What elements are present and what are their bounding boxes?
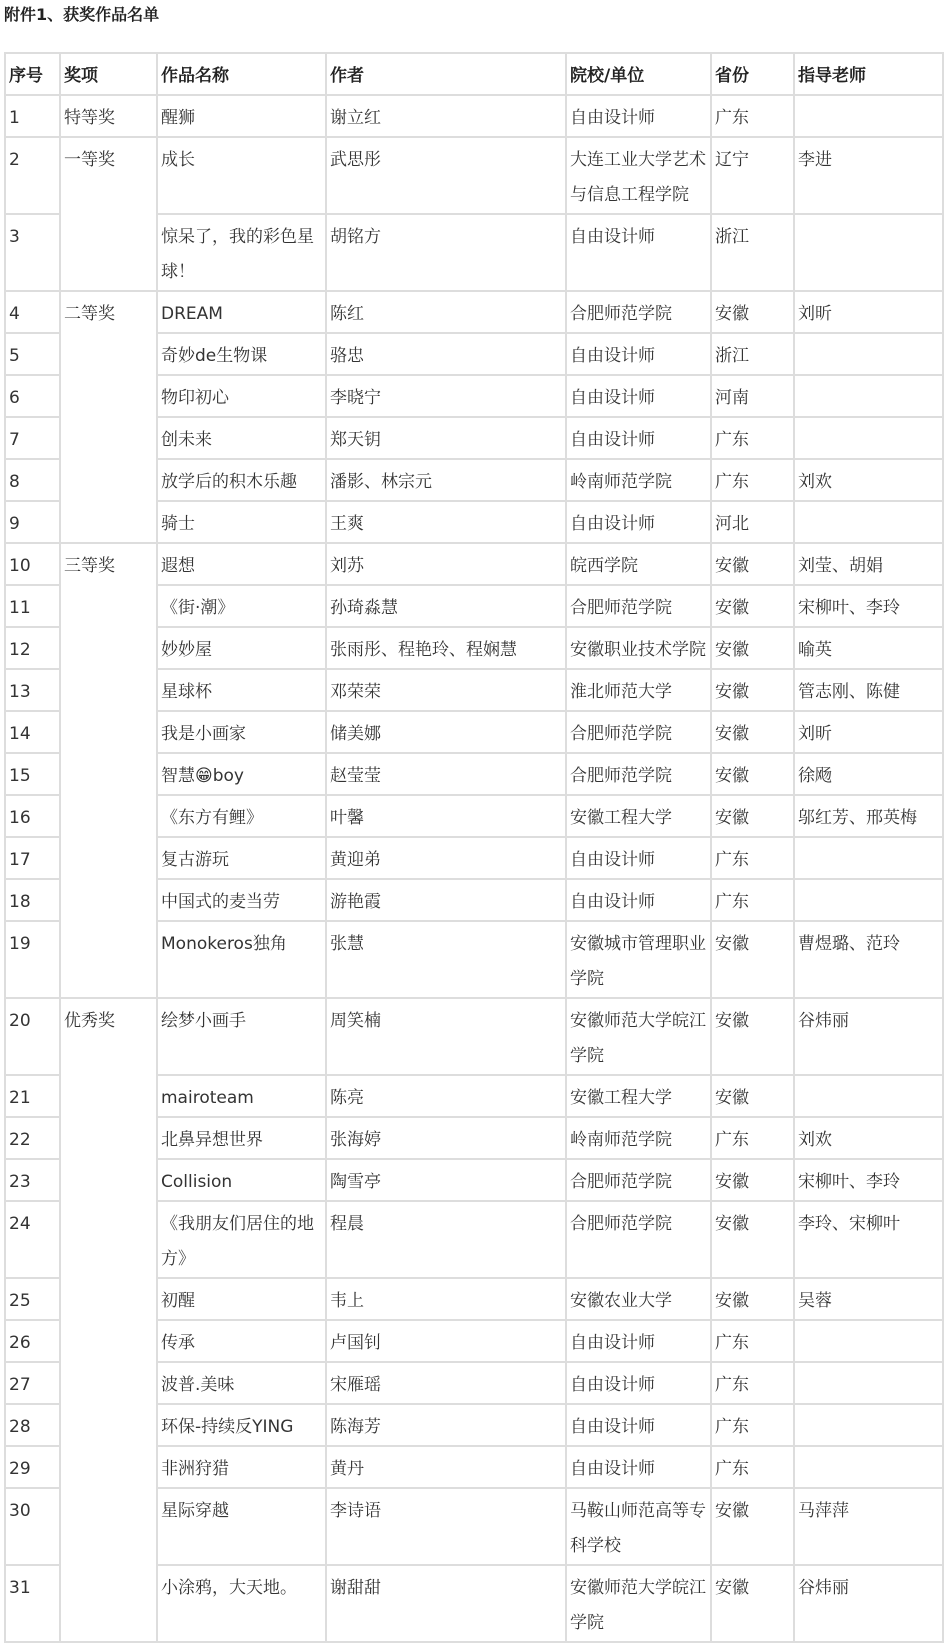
page-title: 附件1、获奖作品名单	[4, 5, 160, 24]
row-province: 安徽	[711, 585, 794, 627]
row-province: 安徽	[711, 753, 794, 795]
row-advisor: 邬红芳、邢英梅	[794, 795, 943, 837]
row-school: 合肥师范学院	[566, 1201, 711, 1278]
row-work: 初醒	[157, 1278, 326, 1320]
row-province: 安徽	[711, 795, 794, 837]
row-province: 安徽	[711, 627, 794, 669]
row-work: DREAM	[157, 291, 326, 333]
row-no: 22	[5, 1117, 60, 1159]
row-no: 14	[5, 711, 60, 753]
row-advisor	[794, 501, 943, 543]
row-work: 北鼻异想世界	[157, 1117, 326, 1159]
row-no: 15	[5, 753, 60, 795]
row-advisor: 刘欢	[794, 1117, 943, 1159]
row-author: 郑天钥	[326, 417, 566, 459]
table-body	[5, 95, 943, 1642]
row-no: 10	[5, 543, 60, 585]
row-author: 韦上	[326, 1278, 566, 1320]
row-no: 17	[5, 837, 60, 879]
row-school: 岭南师范学院	[566, 1117, 711, 1159]
row-advisor	[794, 1320, 943, 1362]
row-advisor: 喻英	[794, 627, 943, 669]
row-work: Monokeros独角	[157, 921, 326, 998]
row-work: 创未来	[157, 417, 326, 459]
row-advisor: 吴蓉	[794, 1278, 943, 1320]
row-work: 绘梦小画手	[157, 998, 326, 1075]
row-no: 30	[5, 1488, 60, 1565]
row-work: 成长	[157, 137, 326, 214]
row-school: 自由设计师	[566, 879, 711, 921]
row-no: 13	[5, 669, 60, 711]
row-school: 自由设计师	[566, 501, 711, 543]
row-province: 安徽	[711, 1278, 794, 1320]
row-no: 3	[5, 214, 60, 291]
row-no: 12	[5, 627, 60, 669]
row-work: 放学后的积木乐趣	[157, 459, 326, 501]
row-advisor: 刘莹、胡娟	[794, 543, 943, 585]
row-advisor	[794, 1075, 943, 1117]
row-author: 张雨彤、程艳玲、程娴慧	[326, 627, 566, 669]
row-school: 皖西学院	[566, 543, 711, 585]
row-province: 广东	[711, 459, 794, 501]
row-school: 安徽职业技术学院	[566, 627, 711, 669]
row-award: 优秀奖	[60, 998, 157, 1642]
row-author: 潘影、林宗元	[326, 459, 566, 501]
row-no: 7	[5, 417, 60, 459]
row-advisor	[794, 1362, 943, 1404]
col-header-advisor: 指导老师	[794, 53, 943, 95]
row-author: 叶馨	[326, 795, 566, 837]
row-province: 浙江	[711, 333, 794, 375]
row-advisor: 刘昕	[794, 711, 943, 753]
row-province: 广东	[711, 95, 794, 137]
row-award: 特等奖	[60, 95, 157, 137]
row-author: 宋雁瑶	[326, 1362, 566, 1404]
awards-table	[4, 52, 944, 1643]
row-author: 谢甜甜	[326, 1565, 566, 1642]
row-province: 广东	[711, 1362, 794, 1404]
row-no: 25	[5, 1278, 60, 1320]
col-header-no: 序号	[5, 53, 60, 95]
row-no: 18	[5, 879, 60, 921]
row-author: 卢国钊	[326, 1320, 566, 1362]
row-author: 胡铭方	[326, 214, 566, 291]
row-award: 三等奖	[60, 543, 157, 998]
row-no: 1	[5, 95, 60, 137]
row-school: 马鞍山师范高等专科学校	[566, 1488, 711, 1565]
row-no: 31	[5, 1565, 60, 1642]
row-no: 29	[5, 1446, 60, 1488]
col-header-work: 作品名称	[157, 53, 326, 95]
row-advisor	[794, 214, 943, 291]
row-no: 8	[5, 459, 60, 501]
row-work: 复古游玩	[157, 837, 326, 879]
row-author: 李晓宁	[326, 375, 566, 417]
row-school: 合肥师范学院	[566, 291, 711, 333]
row-advisor	[794, 95, 943, 137]
row-advisor: 刘昕	[794, 291, 943, 333]
row-school: 自由设计师	[566, 417, 711, 459]
row-work: 星球杯	[157, 669, 326, 711]
row-school: 自由设计师	[566, 95, 711, 137]
row-province: 安徽	[711, 669, 794, 711]
row-no: 9	[5, 501, 60, 543]
row-advisor: 管志刚、陈健	[794, 669, 943, 711]
row-advisor: 谷炜丽	[794, 1565, 943, 1642]
row-school: 安徽农业大学	[566, 1278, 711, 1320]
row-work: 非洲狩猎	[157, 1446, 326, 1488]
row-school: 自由设计师	[566, 1362, 711, 1404]
row-no: 24	[5, 1201, 60, 1278]
row-work: Collision	[157, 1159, 326, 1201]
row-advisor	[794, 375, 943, 417]
row-province: 安徽	[711, 1565, 794, 1642]
row-work: 智慧😁boy	[157, 753, 326, 795]
row-no: 5	[5, 333, 60, 375]
row-advisor: 宋柳叶、李玲	[794, 585, 943, 627]
row-work: 妙妙屋	[157, 627, 326, 669]
row-province: 安徽	[711, 711, 794, 753]
row-author: 陈红	[326, 291, 566, 333]
row-province: 安徽	[711, 291, 794, 333]
row-province: 安徽	[711, 543, 794, 585]
row-school: 安徽师范大学皖江学院	[566, 1565, 711, 1642]
row-no: 23	[5, 1159, 60, 1201]
row-school: 淮北师范大学	[566, 669, 711, 711]
row-author: 李诗语	[326, 1488, 566, 1565]
row-no: 6	[5, 375, 60, 417]
row-work: mairoteam	[157, 1075, 326, 1117]
row-province: 辽宁	[711, 137, 794, 214]
row-advisor	[794, 417, 943, 459]
table-row	[5, 543, 943, 585]
row-school: 大连工业大学艺术与信息工程学院	[566, 137, 711, 214]
row-author: 武思彤	[326, 137, 566, 214]
row-author: 黄丹	[326, 1446, 566, 1488]
row-province: 广东	[711, 1404, 794, 1446]
row-advisor: 李进	[794, 137, 943, 214]
row-author: 黄迎弟	[326, 837, 566, 879]
row-author: 谢立红	[326, 95, 566, 137]
row-advisor: 马萍萍	[794, 1488, 943, 1565]
row-no: 20	[5, 998, 60, 1075]
row-no: 28	[5, 1404, 60, 1446]
row-author: 王爽	[326, 501, 566, 543]
row-author: 刘苏	[326, 543, 566, 585]
row-author: 陈海芳	[326, 1404, 566, 1446]
row-award: 二等奖	[60, 291, 157, 543]
row-advisor	[794, 879, 943, 921]
row-author: 游艳霞	[326, 879, 566, 921]
row-school: 合肥师范学院	[566, 1159, 711, 1201]
row-work: 奇妙de生物课	[157, 333, 326, 375]
row-school: 自由设计师	[566, 1404, 711, 1446]
row-advisor	[794, 837, 943, 879]
row-no: 27	[5, 1362, 60, 1404]
row-work: 醒狮	[157, 95, 326, 137]
row-province: 安徽	[711, 921, 794, 998]
row-school: 自由设计师	[566, 1320, 711, 1362]
row-province: 浙江	[711, 214, 794, 291]
table-row	[5, 137, 943, 214]
row-advisor	[794, 1404, 943, 1446]
row-author: 周笑楠	[326, 998, 566, 1075]
row-work: 《街·潮》	[157, 585, 326, 627]
row-school: 自由设计师	[566, 375, 711, 417]
row-author: 邓荣荣	[326, 669, 566, 711]
row-province: 广东	[711, 417, 794, 459]
row-work: 小涂鸦，大天地。	[157, 1565, 326, 1642]
row-no: 19	[5, 921, 60, 998]
row-school: 自由设计师	[566, 333, 711, 375]
row-advisor	[794, 333, 943, 375]
row-award: 一等奖	[60, 137, 157, 291]
col-header-school: 院校/单位	[566, 53, 711, 95]
row-advisor: 宋柳叶、李玲	[794, 1159, 943, 1201]
row-work: 传承	[157, 1320, 326, 1362]
row-school: 安徽工程大学	[566, 1075, 711, 1117]
row-author: 孙琦淼慧	[326, 585, 566, 627]
row-advisor: 曹煜璐、范玲	[794, 921, 943, 998]
row-province: 安徽	[711, 1488, 794, 1565]
header-row	[5, 53, 943, 95]
row-school: 自由设计师	[566, 837, 711, 879]
col-header-province: 省份	[711, 53, 794, 95]
row-school: 岭南师范学院	[566, 459, 711, 501]
row-author: 赵莹莹	[326, 753, 566, 795]
row-school: 安徽师范大学皖江学院	[566, 998, 711, 1075]
row-province: 安徽	[711, 998, 794, 1075]
row-no: 2	[5, 137, 60, 214]
row-no: 11	[5, 585, 60, 627]
row-work: 《我朋友们居住的地方》	[157, 1201, 326, 1278]
table-row	[5, 291, 943, 333]
col-header-author: 作者	[326, 53, 566, 95]
row-school: 安徽工程大学	[566, 795, 711, 837]
row-author: 程晨	[326, 1201, 566, 1278]
row-province: 广东	[711, 1446, 794, 1488]
row-advisor	[794, 1446, 943, 1488]
row-province: 安徽	[711, 1201, 794, 1278]
row-author: 张海婷	[326, 1117, 566, 1159]
row-author: 储美娜	[326, 711, 566, 753]
row-province: 安徽	[711, 1159, 794, 1201]
row-school: 自由设计师	[566, 1446, 711, 1488]
row-author: 陈亮	[326, 1075, 566, 1117]
row-work: 《东方有鲤》	[157, 795, 326, 837]
table-row	[5, 95, 943, 137]
row-work: 环保-持续反YING	[157, 1404, 326, 1446]
row-no: 16	[5, 795, 60, 837]
row-province: 广东	[711, 837, 794, 879]
row-school: 合肥师范学院	[566, 711, 711, 753]
row-author: 骆忠	[326, 333, 566, 375]
row-advisor: 李玲、宋柳叶	[794, 1201, 943, 1278]
row-work: 星际穿越	[157, 1488, 326, 1565]
row-advisor: 徐飏	[794, 753, 943, 795]
row-school: 合肥师范学院	[566, 585, 711, 627]
table-row	[5, 998, 943, 1075]
row-work: 骑士	[157, 501, 326, 543]
row-work: 我是小画家	[157, 711, 326, 753]
row-advisor: 谷炜丽	[794, 998, 943, 1075]
row-school: 安徽城市管理职业学院	[566, 921, 711, 998]
row-work: 惊呆了，我的彩色星球！	[157, 214, 326, 291]
row-work: 物印初心	[157, 375, 326, 417]
row-no: 4	[5, 291, 60, 333]
row-province: 广东	[711, 879, 794, 921]
col-header-award: 奖项	[60, 53, 157, 95]
row-province: 河南	[711, 375, 794, 417]
row-author: 张慧	[326, 921, 566, 998]
row-school: 合肥师范学院	[566, 753, 711, 795]
row-no: 21	[5, 1075, 60, 1117]
row-province: 河北	[711, 501, 794, 543]
row-work: 遐想	[157, 543, 326, 585]
row-author: 陶雪亭	[326, 1159, 566, 1201]
row-no: 26	[5, 1320, 60, 1362]
row-work: 波普.美味	[157, 1362, 326, 1404]
row-work: 中国式的麦当劳	[157, 879, 326, 921]
row-province: 广东	[711, 1117, 794, 1159]
row-province: 安徽	[711, 1075, 794, 1117]
row-school: 自由设计师	[566, 214, 711, 291]
row-province: 广东	[711, 1320, 794, 1362]
row-advisor: 刘欢	[794, 459, 943, 501]
